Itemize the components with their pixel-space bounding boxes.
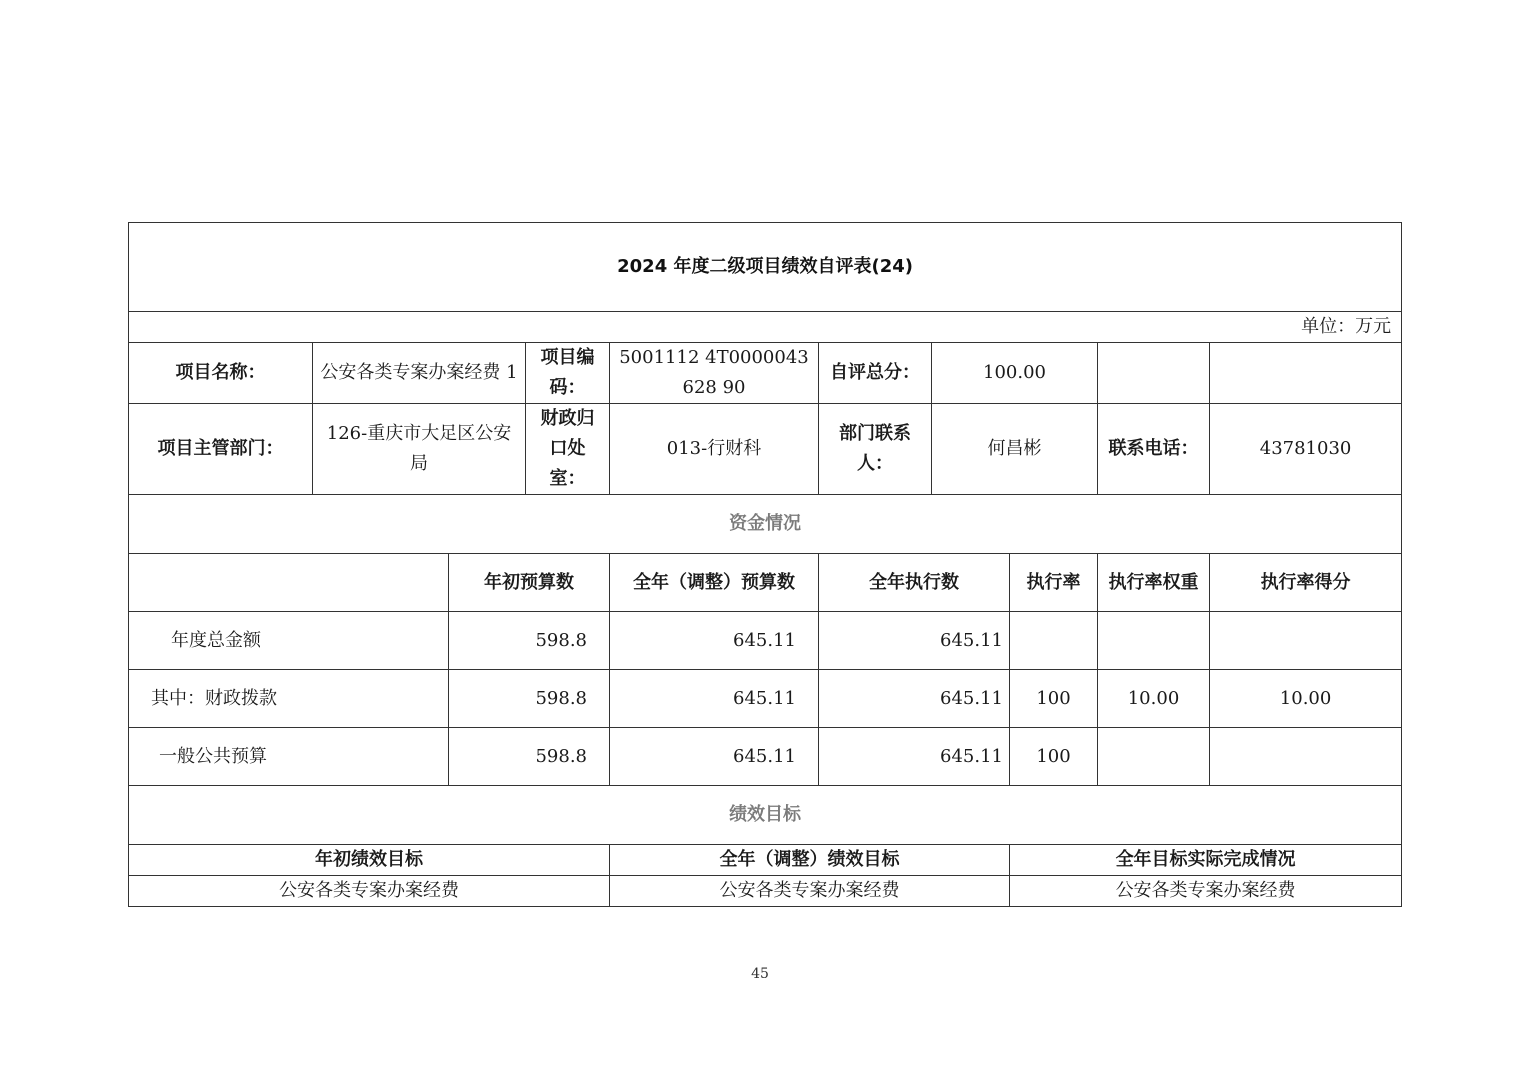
form-title: 2024 年度二级项目绩效自评表(24) bbox=[129, 223, 1402, 312]
empty-cell bbox=[1098, 343, 1210, 404]
funding-header-adjusted: 全年（调整）预算数 bbox=[610, 554, 819, 612]
funding-row-rate bbox=[1010, 612, 1098, 670]
funding-row-weight bbox=[1098, 728, 1210, 786]
goal-header-actual: 全年目标实际完成情况 bbox=[1010, 845, 1402, 876]
contact-value: 何昌彬 bbox=[932, 404, 1098, 495]
funding-row-score bbox=[1210, 728, 1402, 786]
self-score-value: 100.00 bbox=[932, 343, 1098, 404]
funding-header-score: 执行率得分 bbox=[1210, 554, 1402, 612]
funding-row-score bbox=[1210, 612, 1402, 670]
funding-row-score: 10.00 bbox=[1210, 670, 1402, 728]
project-name-label: 项目名称： bbox=[129, 343, 313, 404]
evaluation-form bbox=[128, 222, 1401, 907]
unit-label: 单位：万元 bbox=[129, 312, 1402, 343]
phone-value: 43781030 bbox=[1210, 404, 1402, 495]
funding-row-initial: 598.8 bbox=[449, 670, 610, 728]
funding-row-adjusted: 645.11 bbox=[610, 612, 819, 670]
funding-row-executed: 645.11 bbox=[819, 728, 1010, 786]
funding-header-rate: 执行率 bbox=[1010, 554, 1098, 612]
dept-label: 项目主管部门： bbox=[129, 404, 313, 495]
funding-row-rate: 100 bbox=[1010, 728, 1098, 786]
goals-section-title: 绩效目标 bbox=[129, 786, 1402, 845]
funding-row-name: 年度总金额 bbox=[129, 612, 449, 670]
funding-row-rate: 100 bbox=[1010, 670, 1098, 728]
funding-header-initial: 年初预算数 bbox=[449, 554, 610, 612]
goal-header-initial: 年初绩效目标 bbox=[129, 845, 610, 876]
goal-actual-value: 公安各类专案办案经费 bbox=[1010, 876, 1402, 907]
funding-header-blank bbox=[129, 554, 449, 612]
table-row bbox=[129, 728, 1402, 786]
phone-label: 联系电话： bbox=[1098, 404, 1210, 495]
dept-value: 126-重庆市大足区公安局 bbox=[313, 404, 526, 495]
project-code-label: 项目编码： bbox=[526, 343, 610, 404]
funding-row-weight: 10.00 bbox=[1098, 670, 1210, 728]
project-code-value: 5001112 4T0000043628 90 bbox=[610, 343, 819, 404]
empty-cell bbox=[1210, 343, 1402, 404]
funding-row-initial: 598.8 bbox=[449, 612, 610, 670]
finance-office-value: 013-行财科 bbox=[610, 404, 819, 495]
funding-row-initial: 598.8 bbox=[449, 728, 610, 786]
goal-adjusted-value: 公安各类专案办案经费 bbox=[610, 876, 1010, 907]
project-name-value: 公安各类专案办案经费 1 bbox=[313, 343, 526, 404]
funding-section-title: 资金情况 bbox=[129, 495, 1402, 554]
goal-initial-value: 公安各类专案办案经费 bbox=[129, 876, 610, 907]
contact-label: 部门联系人： bbox=[819, 404, 932, 495]
table-row bbox=[129, 876, 1402, 907]
page-number: 45 bbox=[751, 966, 769, 982]
funding-header-weight: 执行率权重 bbox=[1098, 554, 1210, 612]
self-score-label: 自评总分： bbox=[819, 343, 932, 404]
funding-row-executed: 645.11 bbox=[819, 670, 1010, 728]
funding-row-name: 一般公共预算 bbox=[129, 728, 449, 786]
funding-row-adjusted: 645.11 bbox=[610, 670, 819, 728]
funding-row-adjusted: 645.11 bbox=[610, 728, 819, 786]
table-row bbox=[129, 612, 1402, 670]
table-row bbox=[129, 670, 1402, 728]
funding-row-weight bbox=[1098, 612, 1210, 670]
funding-row-executed: 645.11 bbox=[819, 612, 1010, 670]
finance-office-label: 财政归口处室： bbox=[526, 404, 610, 495]
funding-row-name: 其中：财政拨款 bbox=[129, 670, 449, 728]
evaluation-table bbox=[128, 222, 1402, 907]
funding-header-executed: 全年执行数 bbox=[819, 554, 1010, 612]
goal-header-adjusted: 全年（调整）绩效目标 bbox=[610, 845, 1010, 876]
